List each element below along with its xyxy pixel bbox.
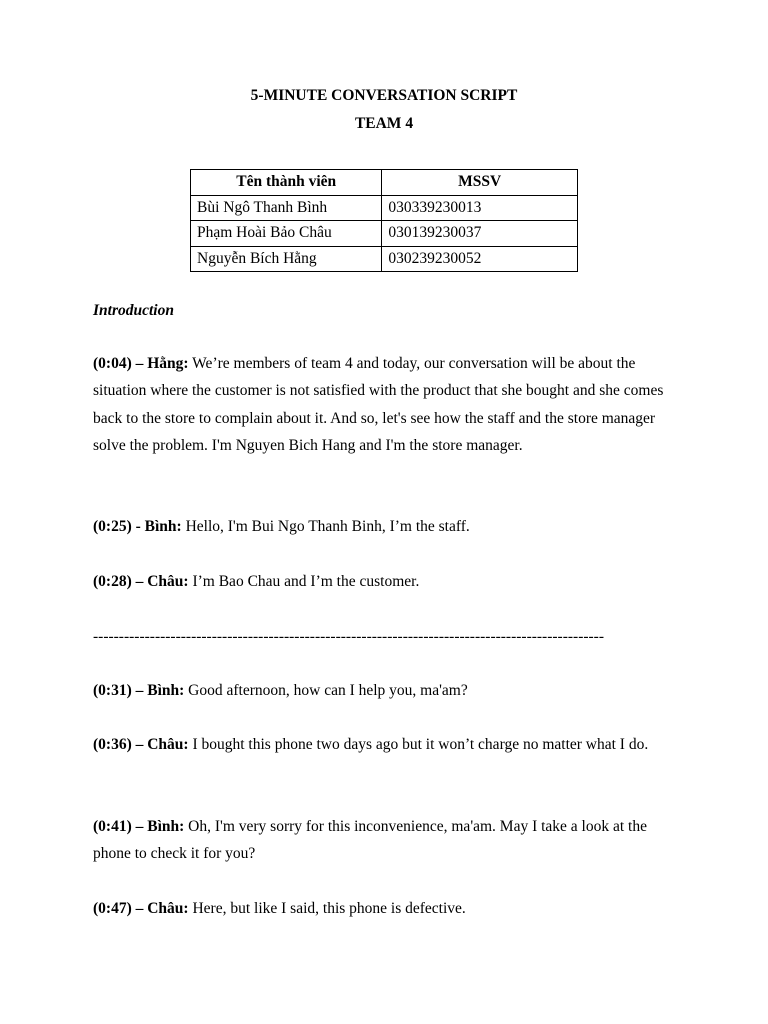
speaker-label: (0:04) – Hằng: xyxy=(93,355,189,372)
section-divider: --------------------------------------------------------------------------------------------------- xyxy=(93,628,605,645)
header-member-name: Tên thành viên xyxy=(191,170,382,196)
member-id: 030139230037 xyxy=(382,221,578,247)
dialogue-text: Oh, I'm very sorry for this inconvenience, ma'am. May I take a look at the phone to check it for you? xyxy=(93,818,647,863)
dialogue-line xyxy=(93,731,683,758)
section-heading-introduction: Introduction xyxy=(93,302,174,319)
table-header-row xyxy=(191,170,578,196)
dialogue-line xyxy=(93,568,683,595)
dialogue-text: I’m Bao Chau and I’m the customer. xyxy=(188,573,420,590)
dialogue-line xyxy=(93,813,683,868)
table-row xyxy=(191,221,578,247)
member-name: Bùi Ngô Thanh Bình xyxy=(191,195,382,221)
header-student-id: MSSV xyxy=(382,170,578,196)
speaker-label: (0:31) – Bình: xyxy=(93,682,185,699)
dialogue-line xyxy=(93,350,683,459)
document-title: 5-MINUTE CONVERSATION SCRIPT xyxy=(250,87,518,104)
table-row xyxy=(191,195,578,221)
speaker-label: (0:41) – Bình: xyxy=(93,818,185,835)
dialogue-line xyxy=(93,513,683,540)
dialogue-text: Good afternoon, how can I help you, ma'am? xyxy=(184,682,468,699)
member-id: 030239230052 xyxy=(382,246,578,272)
dialogue-line xyxy=(93,677,683,704)
dialogue-text: I bought this phone two days ago but it won’t charge no matter what I do. xyxy=(188,736,649,753)
dialogue-text: Hello, I'm Bui Ngo Thanh Binh, I’m the staff. xyxy=(181,518,470,535)
dialogue-text: We’re members of team 4 and today, our conversation will be about the situation where the customer is not satisfied with the product that she bought and she comes back to the store to complain about it. And so, let's see how the staff and the store manager solve the problem. I'm Nguyen Bich Hang and I'm the store manager. xyxy=(93,355,664,454)
dialogue-line xyxy=(93,895,683,922)
document-subtitle: TEAM 4 xyxy=(354,115,414,132)
speaker-label: (0:36) – Châu: xyxy=(93,736,189,753)
member-name: Phạm Hoài Bảo Châu xyxy=(191,221,382,247)
table-row xyxy=(191,246,578,272)
member-name: Nguyễn Bích Hằng xyxy=(191,246,382,272)
members-table xyxy=(190,169,578,272)
speaker-label: (0:25) - Bình: xyxy=(93,518,182,535)
speaker-label: (0:47) – Châu: xyxy=(93,900,189,917)
member-id: 030339230013 xyxy=(382,195,578,221)
speaker-label: (0:28) – Châu: xyxy=(93,573,189,590)
dialogue-text: Here, but like I said, this phone is defective. xyxy=(188,900,466,917)
